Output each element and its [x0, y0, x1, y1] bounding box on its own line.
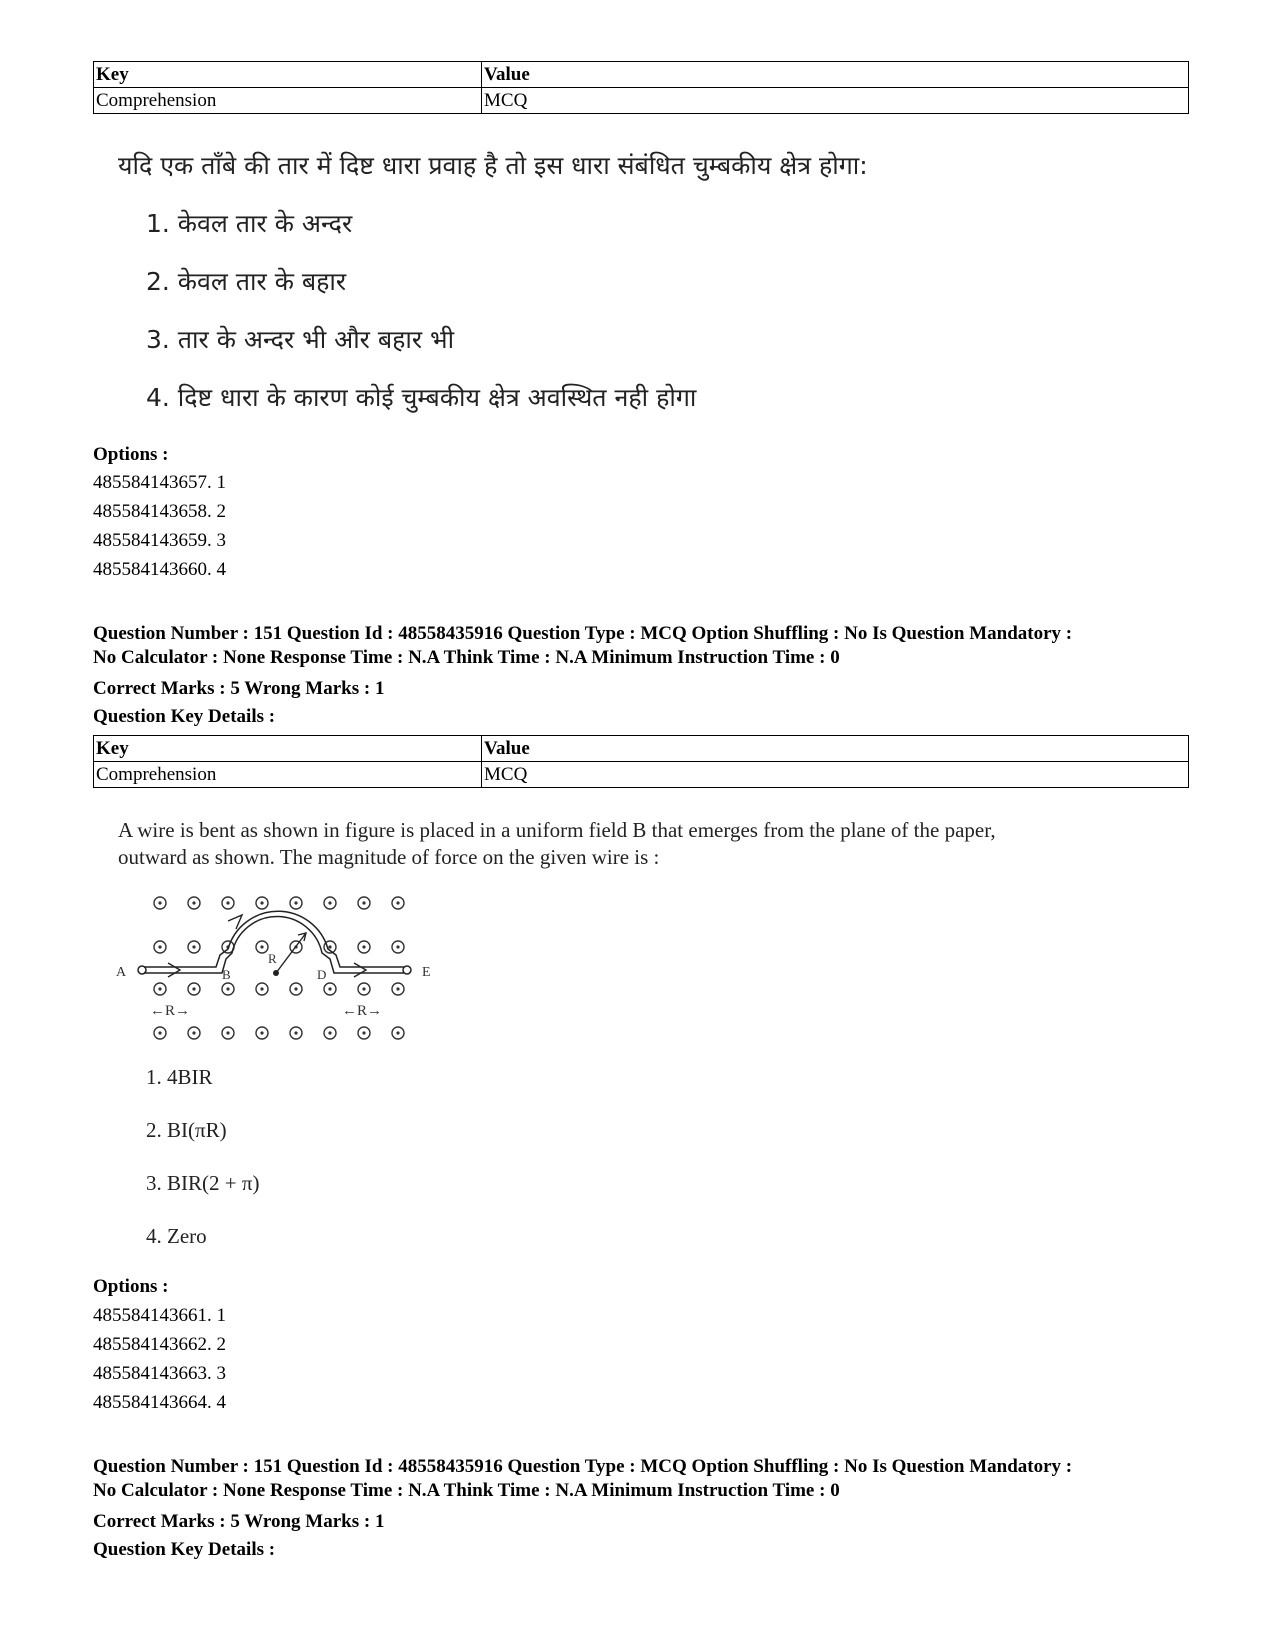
table-header-key: Key [94, 736, 482, 762]
choice-2: 2. केवल तार के बहार [146, 267, 347, 296]
question-meta-line: Question Number : 151 Question Id : 48558435916 Question Type : MCQ Option Shuffling : No Is Question Mandatory : [93, 1456, 1073, 1477]
choice-2: 2. BI(πR) [146, 1118, 227, 1142]
question-meta [93, 1455, 1203, 1503]
table-header-value: Value [482, 736, 1189, 762]
option-item: 485584143659. 3 [93, 530, 226, 551]
table-header-key: Key [94, 62, 482, 88]
options-label: Options : [93, 444, 169, 465]
question-marks: Correct Marks : 5 Wrong Marks : 1 [93, 678, 385, 699]
table-header-value: Value [482, 62, 1189, 88]
question-key-details-label: Question Key Details : [93, 706, 276, 727]
figure-label-b: B [222, 967, 231, 982]
wire-magnetic-field-figure [110, 885, 460, 1045]
key-value-table [93, 735, 1189, 788]
question-text: यदि एक ताँबे की तार में दिष्ट धारा प्रवाह है तो इस धारा संबंधित चुम्बकीय क्षेत्र होगा: [118, 151, 868, 180]
figure-label-a: A [116, 965, 127, 980]
question-meta [93, 622, 1203, 670]
choice-4: 4. दिष्ट धारा के कारण कोई चुम्बकीय क्षेत्र अवस्थित नही होगा [146, 383, 697, 412]
option-item: 485584143658. 2 [93, 501, 226, 522]
choice-3: 3. तार के अन्दर भी और बहार भी [146, 325, 455, 354]
figure-label-d: D [317, 967, 327, 982]
table-cell-value: MCQ [482, 88, 1189, 114]
question-key-details-label: Question Key Details : [93, 1539, 276, 1560]
choice-4: 4. Zero [146, 1224, 207, 1248]
option-item: 485584143661. 1 [93, 1305, 226, 1326]
option-item: 485584143663. 3 [93, 1363, 226, 1384]
table-cell-key: Comprehension [94, 762, 482, 788]
table-cell-value: MCQ [482, 762, 1189, 788]
question-text-line: A wire is bent as shown in figure is placed in a uniform field B that emerges from the plane of the paper, [118, 818, 996, 842]
figure-label-r: R [268, 951, 277, 966]
options-label: Options : [93, 1276, 169, 1297]
question-meta-line: Question Number : 151 Question Id : 48558435916 Question Type : MCQ Option Shuffling : No Is Question Mandatory : [93, 623, 1073, 644]
option-item: 485584143660. 4 [93, 559, 226, 580]
question-text-line: outward as shown. The magnitude of force on the given wire is : [118, 845, 660, 869]
option-item: 485584143662. 2 [93, 1334, 226, 1355]
option-item: 485584143657. 1 [93, 472, 226, 493]
figure-label-e: E [422, 965, 431, 980]
choice-3: 3. BIR(2 + π) [146, 1171, 260, 1195]
radius-line [273, 933, 306, 976]
span-label-right: ←R→ [342, 1003, 383, 1019]
question-meta-line: No Calculator : None Response Time : N.A Think Time : N.A Minimum Instruction Time : 0 [93, 647, 840, 668]
question-meta-line: No Calculator : None Response Time : N.A Think Time : N.A Minimum Instruction Time : 0 [93, 1480, 840, 1501]
option-item: 485584143664. 4 [93, 1392, 226, 1413]
key-value-table [93, 61, 1189, 114]
table-cell-key: Comprehension [94, 88, 482, 114]
span-label-left: ←R→ [150, 1003, 191, 1019]
question-marks: Correct Marks : 5 Wrong Marks : 1 [93, 1511, 385, 1532]
choice-1: 1. केवल तार के अन्दर [146, 209, 353, 238]
choice-1: 1. 4BIR [146, 1065, 213, 1089]
